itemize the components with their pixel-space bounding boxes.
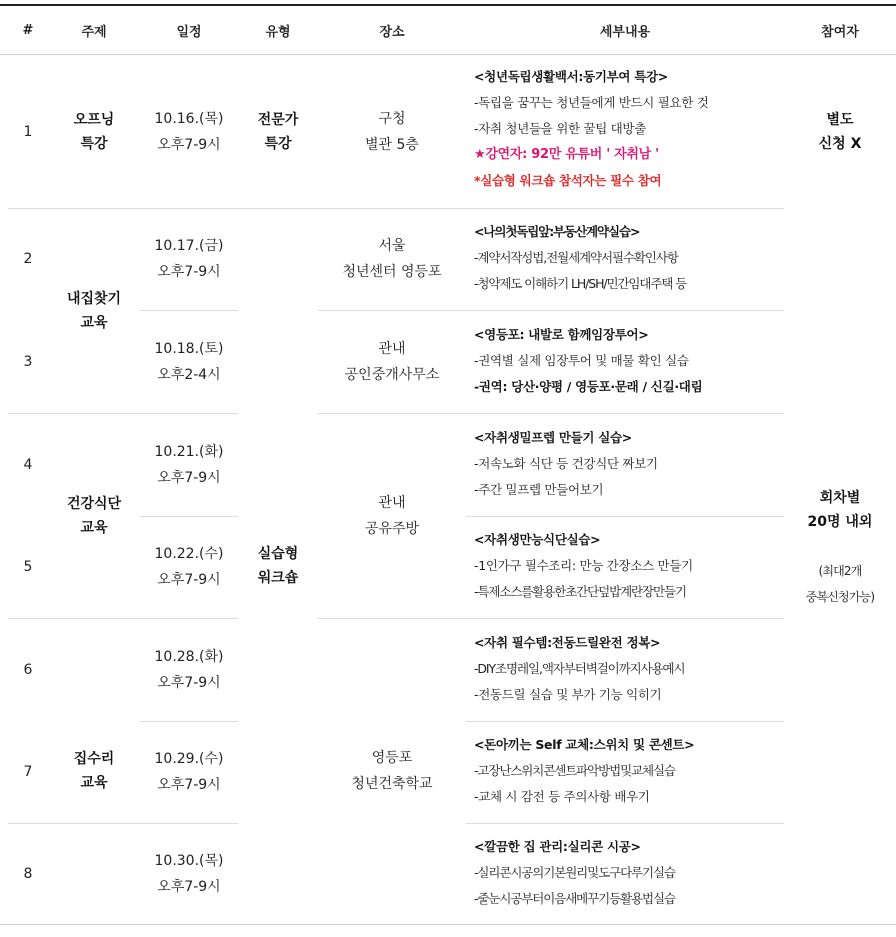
- details-line: -저속노화 식단 등 건강식단 짜보기: [474, 456, 658, 471]
- schedule-time: 오후7-9시: [157, 264, 221, 280]
- place-line: 영등포: [371, 750, 413, 766]
- topic-line: 교육: [80, 314, 108, 331]
- place-line: 서울: [378, 238, 406, 254]
- schedule-cell: [140, 208, 238, 310]
- schedule-time: 오후7-9시: [157, 469, 221, 486]
- header-schedule: 일정: [176, 24, 202, 40]
- details-line: -독립을 꿈꾸는 청년들에게 반드시 필요한 것: [474, 95, 709, 110]
- details-line: -권역: 당산·양평 / 영등포·문래 / 신길·대림: [474, 379, 703, 394]
- schedule-date: 10.17.(금): [154, 238, 224, 254]
- details-line: -계약서작성법,전월세계약서필수확인사항: [474, 250, 678, 265]
- type-lecture: [238, 55, 318, 208]
- place-line: 공인중개사무소: [344, 366, 440, 383]
- schedule-cell: [140, 55, 238, 208]
- topic-line: 특강: [80, 135, 108, 152]
- topic-food: [48, 413, 140, 618]
- details-line: -자취 청년들을 위한 꿀팁 대방출: [474, 121, 646, 136]
- participants-note: (최대2개: [818, 564, 862, 578]
- schedule-time: 오후7-9시: [157, 136, 221, 153]
- details-line: -교체 시 감전 등 주의사항 배우기: [474, 789, 650, 804]
- details-line: -줄눈시공부터이음새메꾸기등활용법실습: [474, 891, 675, 906]
- type-workshop: [238, 208, 318, 924]
- details-cell: [474, 64, 709, 194]
- type-line: 전문가: [257, 111, 299, 128]
- place-cell: [318, 413, 466, 618]
- schedule-date: 10.29.(수): [154, 751, 224, 767]
- place-cell: [318, 310, 466, 413]
- header-type: 유형: [265, 24, 291, 40]
- details-title: <깔끔한 집 관리:실리콘 시공>: [474, 839, 641, 854]
- schedule-time: 오후7-9시: [157, 878, 221, 895]
- row-number: 1: [23, 123, 33, 140]
- participants-note: 중복신청가능): [805, 590, 875, 604]
- details-line: -DIY조명레일,액자부터벽걸이까지사용예시: [474, 661, 685, 676]
- header-participants: 참여자: [821, 24, 859, 40]
- topic-line: 내집찾기: [66, 290, 122, 307]
- schedule-date: 10.21.(화): [154, 443, 224, 460]
- speaker-highlight: ★강연자: 92만 유튜버 ' 자취남 ': [474, 147, 659, 162]
- details-line: -주간 밀프렙 만들어보기: [474, 482, 604, 497]
- details-line: -청약제도 이해하기 LH/SH/민간임대주택 등: [474, 276, 687, 291]
- participants-line: 회차별: [819, 490, 861, 506]
- header-topic: 주제: [81, 24, 107, 40]
- details-line: -전동드릴 실습 및 부가 기능 익히기: [474, 687, 662, 702]
- schedule-cell: [140, 721, 238, 823]
- details-cell: [474, 219, 686, 297]
- place-line: 청년센터 영등포: [342, 264, 442, 280]
- details-cell: [474, 732, 694, 810]
- topic-housing: [48, 208, 140, 413]
- schedule-time: 오후7-9시: [157, 572, 221, 588]
- schedule-cell: [140, 310, 238, 413]
- type-line: 실습형: [257, 546, 299, 562]
- participants-per-session: [784, 208, 896, 924]
- schedule-cell: [140, 516, 238, 618]
- schedule-date: 10.30.(목): [154, 852, 224, 869]
- type-line: 특강: [264, 135, 292, 152]
- details-title: <자취생밀프렙 만들기 실습>: [474, 430, 632, 445]
- place-cell: [318, 55, 466, 208]
- table-bottom-rule: [0, 924, 896, 925]
- participants-line: 20명 내외: [807, 514, 873, 530]
- details-title: <영등포: 내발로 함께임장투어>: [474, 327, 649, 342]
- row-number: 7: [23, 764, 33, 780]
- details-cell: [474, 834, 675, 912]
- place-line: 관내: [378, 494, 406, 511]
- place-line: 구청: [378, 110, 406, 127]
- details-title: <돈아끼는 Self 교체:스위치 및 콘센트>: [474, 737, 695, 752]
- topic-line: 오프닝: [73, 111, 115, 128]
- place-line: 공유주방: [364, 520, 420, 537]
- header-details: 세부내용: [599, 24, 651, 40]
- schedule-cell: [140, 618, 238, 721]
- place-line: 관내: [378, 340, 406, 357]
- row-divider: [466, 516, 784, 517]
- row-number: 8: [23, 865, 33, 882]
- header-no: #: [22, 22, 34, 38]
- details-title: <자취 필수템:전동드릴완전 정복>: [474, 635, 661, 650]
- topic-line: 교육: [80, 519, 108, 536]
- attendance-note: *실습형 워크숍 참석자는 필수 참여: [474, 173, 662, 188]
- schedule-time: 오후7-9시: [157, 674, 221, 691]
- place-line: 별관 5층: [365, 136, 419, 153]
- participants-line: 신청 X: [818, 135, 862, 152]
- topic-line: 교육: [80, 775, 108, 791]
- schedule-cell: [140, 823, 238, 924]
- details-line: -권역별 실제 임장투어 및 매물 확인 실습: [474, 353, 689, 368]
- row-divider: [466, 721, 784, 722]
- details-title: <자취생만능식단실습>: [474, 532, 601, 547]
- header-place: 장소: [379, 24, 405, 40]
- row-number: 5: [23, 559, 33, 575]
- row-number: 4: [23, 456, 33, 473]
- row-number: 2: [23, 251, 33, 267]
- place-cell: [318, 208, 466, 310]
- details-cell: [474, 322, 702, 400]
- topic-repair: [48, 618, 140, 924]
- details-title: <나의첫독립앞:부동산계약실습>: [474, 224, 640, 239]
- row-number: 3: [23, 353, 33, 370]
- details-cell: [474, 425, 658, 503]
- schedule-cell: [140, 413, 238, 516]
- details-line: -1인가구 필수조리: 만능 간장소스 만들기: [474, 558, 693, 573]
- row-number: 6: [23, 661, 33, 678]
- topic-opening: [48, 55, 140, 208]
- type-line: 워크숍: [257, 570, 299, 586]
- schedule-date: 10.22.(수): [154, 546, 224, 562]
- schedule-date: 10.18.(토): [154, 340, 224, 357]
- participants-separate: [784, 55, 896, 208]
- row-divider: [466, 823, 784, 824]
- schedule-time: 오후7-9시: [157, 777, 221, 793]
- details-line: -실리콘시공의기본원리및도구다루기실습: [474, 865, 675, 880]
- schedule-date: 10.16.(목): [154, 110, 224, 127]
- participants-line: 별도: [826, 111, 854, 128]
- details-cell: [474, 630, 685, 708]
- topic-line: 건강식단: [66, 495, 122, 512]
- place-cell: [318, 618, 466, 924]
- details-cell: [474, 527, 693, 605]
- place-line: 청년건축학교: [351, 776, 433, 792]
- topic-line: 집수리: [73, 751, 115, 767]
- schedule-time: 오후2-4시: [157, 366, 221, 383]
- details-line: -고장난스위치콘센트파악방법및교체실습: [474, 763, 675, 778]
- details-title: <청년독립생활백서:동기부여 특강>: [474, 69, 668, 84]
- details-line: -특제소스를활용한초간단덮밥계란장만들기: [474, 584, 686, 599]
- schedule-date: 10.28.(화): [154, 648, 224, 665]
